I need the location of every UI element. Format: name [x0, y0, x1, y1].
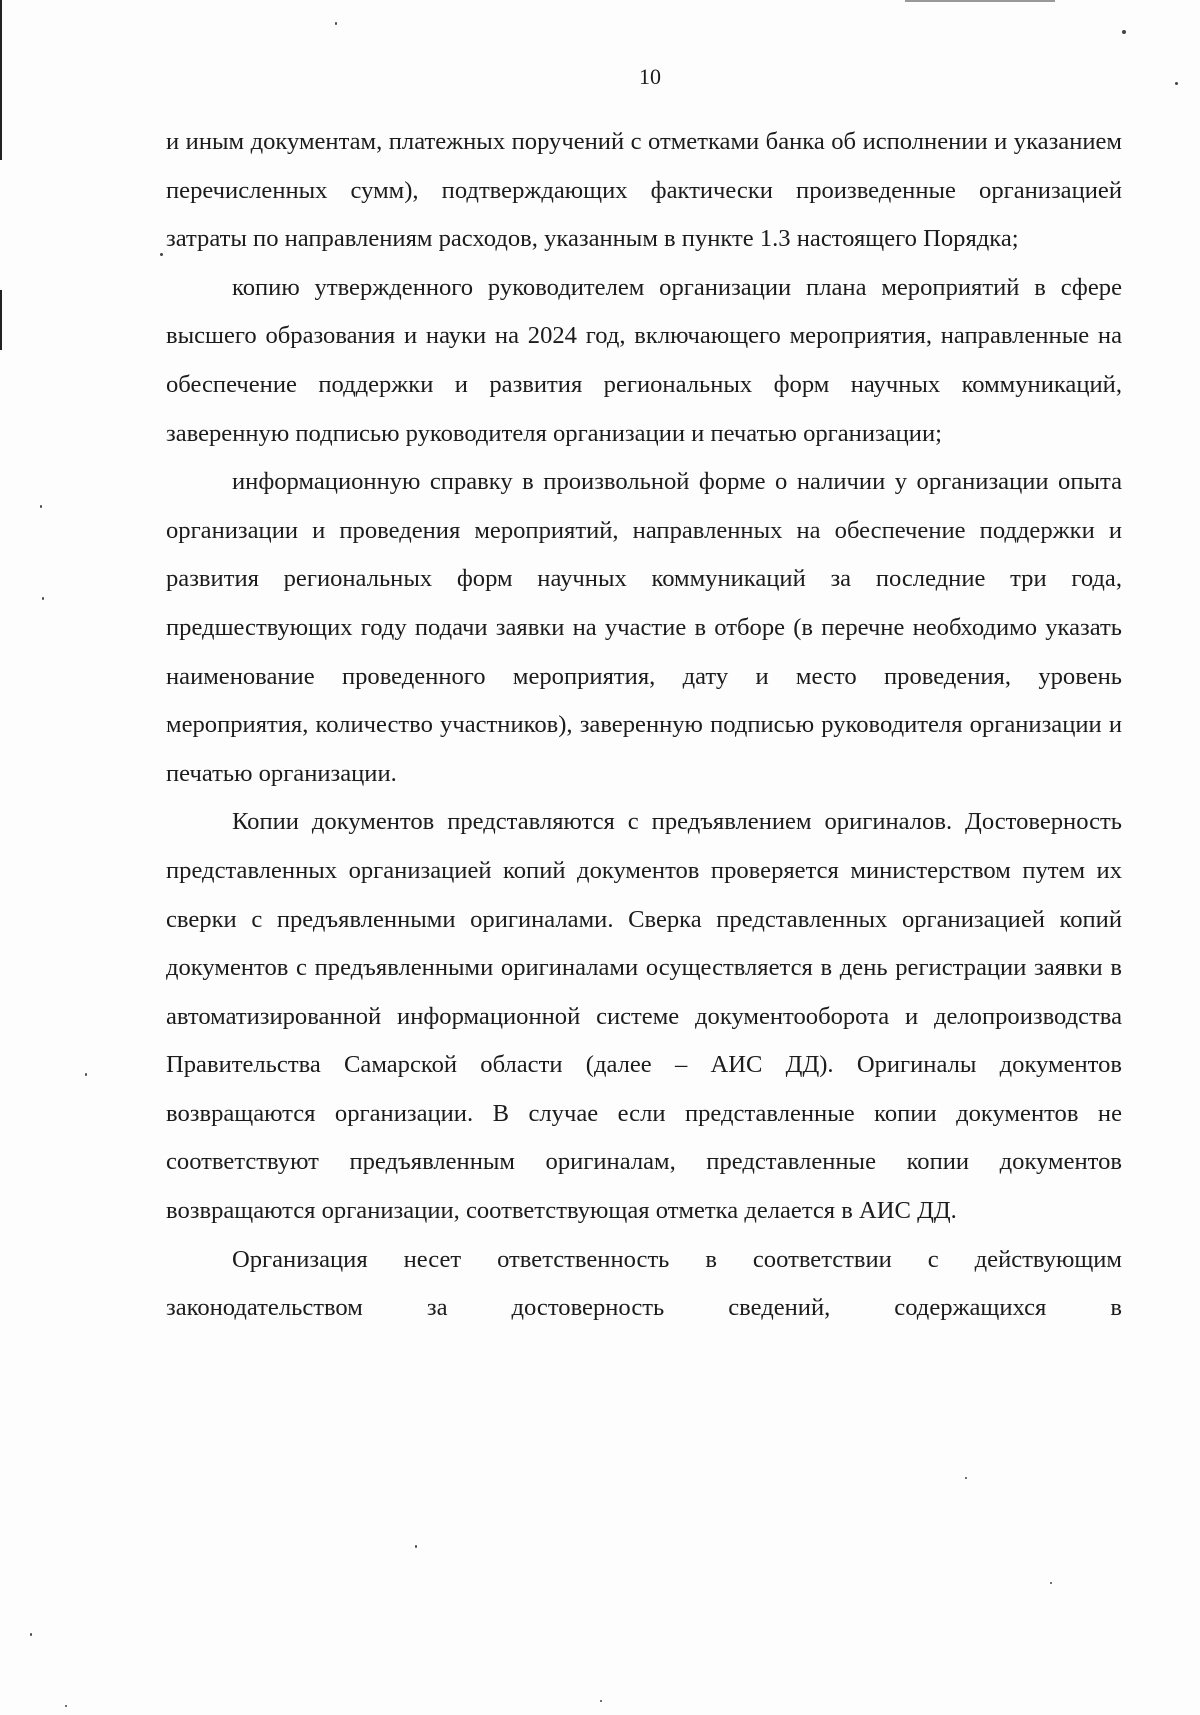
paragraph-info-reference: информационную справку в произвольной форме о наличии у организации опыта организации и проведения мероприятий, направленных на обеспечение поддержки и развития региональных форм научных коммуникаций за последние три года, предшествующих году подачи заявки на участие в отборе (в перечне необходимо указать наименование проведенного мероприятия, дату и место проведения, уровень мероприятия, количество участников), заверенную подписью руководителя организации и печатью организации. [166, 468, 1122, 787]
scan-speck [85, 1073, 87, 1076]
scan-speck [160, 253, 163, 256]
paragraph-document-copies: Копии документов представляются с предъявлением оригиналов. Достоверность представленных организацией копий документов проверяется министерством путем их сверки с предъявленными оригиналами. Сверка представленных организацией копий документов с предъявленными оригиналами осуществляется в день регистрации заявки в автоматизированной информационной системе документооборота и делопроизводства Правительства Самарской области (далее – АИС ДД). Оригиналы документов возвращаются организации. В случае если представленные копии документов не соответствуют предъявленным оригиналам, представленные копии документов возвращаются организации, соответствующая отметка делается в АИС ДД. [166, 808, 1122, 1225]
scan-speck [42, 597, 44, 600]
paragraph-continuation: и иным документам, платежных поручений с отметками банка об исполнении и указанием перечисленных сумм), подтверждающих фактически произведенные организацией затраты по направлениям расходов, указанным в пункте 1.3 настоящего Порядка; [166, 128, 1122, 253]
scan-speck [40, 505, 42, 508]
scan-speck [65, 1705, 67, 1707]
page-number: 10 [639, 64, 661, 89]
scan-edge-top-right [905, 0, 1055, 2]
scan-speck [30, 1633, 32, 1636]
scan-speck [1050, 1582, 1052, 1584]
document-body [166, 118, 1122, 1333]
scan-edge-left-lower [0, 290, 2, 350]
scan-speck [1175, 82, 1178, 85]
scan-speck [600, 1700, 602, 1702]
scan-speck [1122, 30, 1126, 34]
paragraph-event-plan: копию утвержденного руководителем организации плана мероприятий в сфере высшего образования и науки на 2024 год, включающего мероприятия, направленные на обеспечение поддержки и развития региональных форм научных коммуникаций, заверенную подписью руководителя организации и печатью организации; [166, 273, 1122, 447]
scan-speck [965, 1477, 967, 1479]
scan-speck [415, 1545, 417, 1548]
paragraph-responsibility: Организация несет ответственность в соответствии с действующим законодательством за достоверность сведений, содержащихся в [166, 1245, 1122, 1322]
scan-speck [335, 22, 337, 25]
